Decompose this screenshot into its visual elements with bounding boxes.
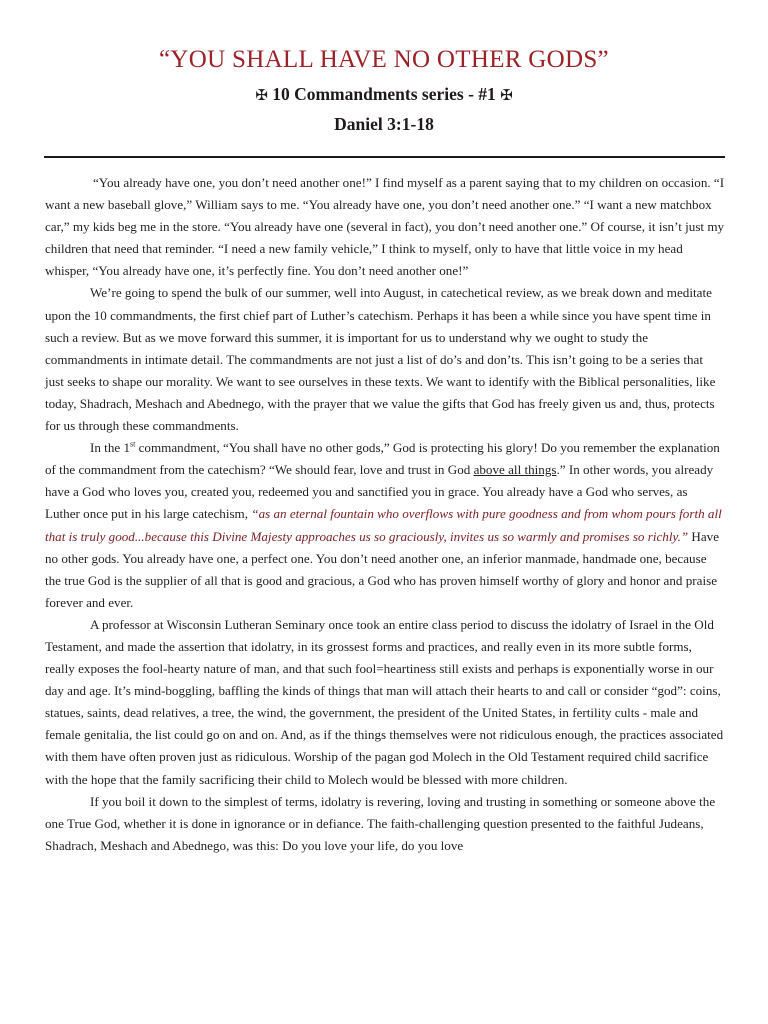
paragraph-1: “You already have one, you don’t need another one!” I find myself as a parent saying that to my children on occasion. “I want a new baseball glove,” William says to me. “You already have one, you don’t need another one.” “I want a new matchbox car,” my kids beg me in the store. “You already have one (several in fact), you don’t need another one.” Of course, it isn’t just my children that need that reminder. “I need a new family vehicle,” I think to myself, only to have that little voice in my head whisper, “You already have one, it’s perfectly fine. You don’t need another one!” <box>45 175 725 279</box>
scripture-reference: Daniel 3:1-18 <box>334 114 434 134</box>
paragraph-5: If you boil it down to the simplest of terms, idolatry is revering, loving and trusting in something or someone above the one True God, whether it is done in ignorance or in defiance. The faith-challenging question presented to the faithful Judeans, Shadrach, Meshach and Abednego, was this: Do you love your life, do you love <box>45 793 716 853</box>
sermon-body <box>45 172 725 857</box>
sermon-title: “YOU SHALL HAVE NO OTHER GODS” <box>159 46 609 73</box>
underlined-phrase: above all things <box>473 462 557 478</box>
paragraph-3 <box>45 437 725 614</box>
maltese-cross-icon: ✠ <box>255 86 268 104</box>
ordinal-superscript: st <box>130 439 136 449</box>
series-line <box>0 84 768 105</box>
horizontal-divider <box>44 156 725 158</box>
paragraph-3-text: Have no other gods. You already have one, a perfect one. You don’t need another one, an inferior manmade, handmade one, because the true God is the supplier of all that is good and gracious, a God who has proven himself worthy of glory and honor and praise forever and ever. <box>45 528 720 610</box>
series-label: 10 Commandments series - #1 <box>272 84 496 104</box>
paragraph-3-text: commandment, “You shall have no other gods,” God is protecting his glory! Do you remember the explanation of the commandment from the catechism? “We should fear, love and trust in God <box>45 440 720 478</box>
maltese-cross-icon: ✠ <box>500 86 513 104</box>
paragraph-3-text: In the 1 <box>90 440 130 456</box>
paragraph-2: We’re going to spend the bulk of our summer, well into August, in catechetical review, as we break down and meditate upon the 10 commandments, the first chief part of Luther’s catechism. Perhaps it has been a while since you have spent time in such a review. But as we move forward this summer, it is important for us to understand why we ought to study the commandments in intimate detail. The commandments are not just a list of do’s and don’ts. This isn’t going to be a series that just seeks to shape our morality. We want to see ourselves in these texts. We want to identify with the Biblical personalities, like today, Shadrach, Meshach and Abednego, with the prayer that we value the gifts that God has freely given us and, thus, protects for us through these commandments. <box>45 285 716 434</box>
luther-quote: “as an eternal fountain who overflows with pure goodness and from whom pours forth all that is truly good...because this Divine Majesty approaches us so graciously, invites us so warmly and promises so richly.” <box>45 506 722 544</box>
paragraph-4: A professor at Wisconsin Lutheran Seminary once took an entire class period to discuss the idolatry of Israel in the Old Testament, and made the assertion that idolatry, in its grossest forms and practices, and really even in its more subtle forms, really exposes the fool-hearty nature of man, and that such fool=heartiness still exists and perhaps is exponentially worse in our day and age. It’s mind-boggling, baffling the kinds of things that man will attach their hearts to and call or consider “god”: coins, statues, saints, dead relatives, a tree, the wind, the government, the president of the United States, in fertility cults - male and female genitalia, the list could go on and on. And, as if the things themselves were not ridiculous enough, the practices associated with them have often proven just as ridiculous. Worship of the pagan god Molech in the Old Testament required child sacrifice with the hope that the family sacrificing their child to Molech would be blessed with more children. <box>45 616 724 787</box>
paragraph-3-text: .” In other words, you already have a God who loves you, created you, redeemed you and sanctified you in grace. You already have a God who serves, as Luther once put in his large catechism, <box>45 462 714 522</box>
